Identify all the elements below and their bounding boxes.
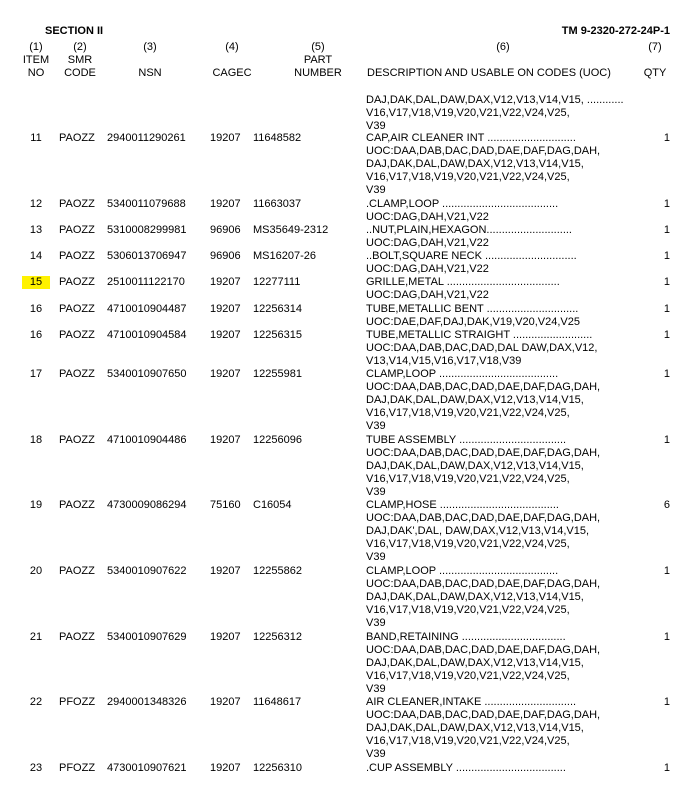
description-line: UOC:DAE,DAF,DAJ,DAK,V19,V20,V24,V25 <box>366 316 580 328</box>
item-number: 16 <box>29 303 43 315</box>
description-line: .CLAMP,LOOP ...................................... <box>366 198 559 210</box>
nsn: 5340010907650 <box>107 368 187 380</box>
cagec: 19207 <box>210 565 241 577</box>
item-description <box>366 198 642 224</box>
item-number: 15 <box>22 276 50 289</box>
nsn: 4730010907621 <box>107 762 187 774</box>
description-line: UOC:DAA,DAB,DAC,DAD,DAE,DAF,DAG,DAH, <box>366 447 601 459</box>
item-number: 11 <box>30 132 42 144</box>
description-line: V39 <box>366 184 386 196</box>
item-description <box>366 631 642 696</box>
description-line: V16,V17,V18,V19,V20,V21,V22,V24,V25, <box>366 604 570 616</box>
description-line: UOC:DAG,DAH,V21,V22 <box>366 289 489 301</box>
part-number: 11663037 <box>253 198 302 210</box>
cagec: 19207 <box>210 329 241 341</box>
cagec: 75160 <box>210 499 241 511</box>
description-line: TUBE ASSEMBLY ................................... <box>366 434 567 446</box>
item-number: 13 <box>29 224 43 236</box>
cagec: 96906 <box>210 250 241 262</box>
quantity: 1 <box>663 762 670 774</box>
item-number: 16 <box>29 329 43 341</box>
item-description <box>366 276 642 302</box>
smr-code: PAOZZ <box>59 499 95 511</box>
item-description <box>366 329 642 368</box>
description-line: UOC:DAA,DAB,DAC,DAD,DAE,DAF,DAG,DAH, <box>366 578 601 590</box>
part-number: 11648582 <box>253 132 302 144</box>
nsn: 5340010907622 <box>107 565 187 577</box>
description-line: DAJ,DAK,DAL,DAW,DAX,V12,V13,V14,V15, ............ <box>366 94 624 106</box>
cagec: 19207 <box>210 303 241 315</box>
col-qty-label: QTY <box>643 67 667 79</box>
smr-code: PAOZZ <box>59 132 95 144</box>
col-nsn-number: (3) <box>143 41 157 53</box>
col-desc-number: (6) <box>496 41 510 53</box>
description-line: TUBE,METALLIC STRAIGHT .......................... <box>366 329 593 341</box>
description-line: AIR CLEANER,INTAKE .............................. <box>366 696 577 708</box>
item-number: 19 <box>29 499 43 511</box>
item-description <box>366 762 642 775</box>
description-line: V13,V14,V15,V16,V17,V18,V39 <box>366 355 522 367</box>
nsn: 5340010907629 <box>107 631 187 643</box>
col-part-label1: PART <box>303 54 333 66</box>
description-line: V39 <box>366 683 386 695</box>
part-number: 12277111 <box>253 276 301 288</box>
nsn: 4710010904486 <box>107 434 187 446</box>
description-line: CAP,AIR CLEANER INT ............................. <box>366 132 576 144</box>
col-item-label2: NO <box>27 67 45 79</box>
description-line: DAJ,DAK,DAL,DAW,DAX,V12,V13,V14,V15, <box>366 158 584 170</box>
description-line: UOC:DAA,DAB,DAC,DAD,DAE,DAF,DAG,DAH, <box>366 145 601 157</box>
quantity: 1 <box>663 696 670 708</box>
quantity: 1 <box>663 198 670 210</box>
cagec: 19207 <box>210 434 241 446</box>
description-line: V39 <box>366 486 386 498</box>
part-number: 12256096 <box>253 434 302 446</box>
description-line: V16,V17,V18,V19,V20,V21,V22,V24,V25, <box>366 407 570 419</box>
quantity: 1 <box>663 329 670 341</box>
quantity: 1 <box>663 224 670 236</box>
smr-code: PAOZZ <box>59 329 95 341</box>
nsn: 4710010904584 <box>107 329 187 341</box>
col-qty-number: (7) <box>648 41 662 53</box>
item-description <box>366 132 642 197</box>
part-number: MS16207-26 <box>253 250 316 262</box>
cagec: 19207 <box>210 631 241 643</box>
description-line: UOC:DAG,DAH,V21,V22 <box>366 237 489 249</box>
part-number: MS35649-2312 <box>253 224 329 236</box>
description-line: V16,V17,V18,V19,V20,V21,V22,V24,V25, <box>366 171 570 183</box>
nsn: 2940001348326 <box>107 696 187 708</box>
cagec: 19207 <box>210 762 241 774</box>
item-description <box>366 565 642 630</box>
description-line: UOC:DAA,DAB,DAC,DAD,DAE,DAF,DAG,DAH, <box>366 709 601 721</box>
col-item-number: (1) <box>29 41 43 53</box>
quantity: 6 <box>663 499 670 511</box>
cagec: 19207 <box>210 276 241 288</box>
smr-code: PAOZZ <box>59 434 95 446</box>
part-number: 12256315 <box>253 329 302 341</box>
smr-code: PAOZZ <box>59 198 95 210</box>
quantity: 1 <box>663 368 670 380</box>
item-description <box>366 250 642 276</box>
nsn: 4730009086294 <box>107 499 187 511</box>
description-line: UOC:DAG,DAH,V21,V22 <box>366 211 489 223</box>
smr-code: PAOZZ <box>59 303 95 315</box>
description-line: ..NUT,PLAIN,HEXAGON............................ <box>366 224 572 236</box>
description-line: CLAMP,LOOP ....................................... <box>366 368 559 380</box>
smr-code: PAOZZ <box>59 565 95 577</box>
nsn: 5306013706947 <box>107 250 187 262</box>
nsn: 2510011122170 <box>107 276 185 288</box>
description-line: V16,V17,V18,V19,V20,V21,V22,V24,V25, <box>366 538 570 550</box>
description-line: V16,V17,V18,V19,V20,V21,V22,V24,V25, <box>366 670 570 682</box>
nsn: 4710010904487 <box>107 303 187 315</box>
description-line: TUBE,METALLIC BENT .............................. <box>366 303 579 315</box>
description-line: DAJ,DAK,DAL,DAW,DAX,V12,V13,V14,V15, <box>366 722 584 734</box>
smr-code: PAOZZ <box>59 631 95 643</box>
nsn: 5340011079688 <box>107 198 186 210</box>
smr-code: PFOZZ <box>59 696 96 708</box>
item-number: 22 <box>29 696 43 708</box>
col-desc-label: DESCRIPTION AND USABLE ON CODES (UOC) <box>367 67 611 79</box>
item-description <box>366 696 642 761</box>
smr-code: PFOZZ <box>59 762 96 774</box>
tm-number: TM 9-2320-272-24P-1 <box>561 25 670 37</box>
item-description <box>366 224 642 250</box>
quantity: 1 <box>663 631 670 643</box>
description-line: .CUP ASSEMBLY .................................... <box>366 762 566 774</box>
description-line: CLAMP,LOOP ....................................... <box>366 565 559 577</box>
col-part-label2: NUMBER <box>294 67 342 79</box>
quantity: 1 <box>663 565 670 577</box>
col-cagec-number: (4) <box>225 41 239 53</box>
cagec: 19207 <box>210 368 241 380</box>
item-description <box>366 434 642 499</box>
description-line: V39 <box>366 617 386 629</box>
item-number: 18 <box>29 434 43 446</box>
col-smr-label2: CODE <box>64 67 96 79</box>
col-part-number: (5) <box>311 41 325 53</box>
description-line: DAJ,DAK,DAL,DAW,DAX,V12,V13,V14,V15, <box>366 591 584 603</box>
part-number: 12255981 <box>253 368 302 380</box>
description-line: ..BOLT,SQUARE NECK .............................. <box>366 250 577 262</box>
col-item-label1: ITEM <box>22 54 50 66</box>
description-line: GRILLE,METAL ..................................... <box>366 276 560 288</box>
continued-description <box>366 94 642 133</box>
part-number: 12256310 <box>253 762 302 774</box>
quantity: 1 <box>663 303 670 315</box>
section-title: SECTION II <box>45 25 104 37</box>
cagec: 96906 <box>210 224 241 236</box>
part-number: 12256312 <box>253 631 302 643</box>
part-number: 12256314 <box>253 303 302 315</box>
smr-code: PAOZZ <box>59 368 95 380</box>
description-line: V16,V17,V18,V19,V20,V21,V22,V24,V25, <box>366 735 570 747</box>
description-line: DAJ,DAK',DAL, DAW,DAX,V12,V13,V14,V15, <box>366 525 590 537</box>
description-line: V39 <box>366 748 386 760</box>
description-line: UOC:DAA,DAB,DAC,DAD,DAE,DAF,DAG,DAH, <box>366 512 601 524</box>
cagec: 19207 <box>210 696 241 708</box>
quantity: 1 <box>663 250 670 262</box>
col-cagec-label: CAGEC <box>212 67 252 79</box>
item-number: 23 <box>29 762 43 774</box>
description-line: UOC:DAA,DAB,DAC,DAD,DAE,DAF,DAG,DAH, <box>366 644 601 656</box>
description-line: V39 <box>366 551 386 563</box>
col-nsn-label: NSN <box>138 67 162 79</box>
cagec: 19207 <box>210 132 241 144</box>
description-line: UOC:DAA,DAB,DAC,DAD,DAL DAW,DAX,V12, <box>366 342 598 354</box>
smr-code: PAOZZ <box>59 276 95 288</box>
item-description <box>366 499 642 564</box>
item-description <box>366 368 642 433</box>
nsn: 5310008299981 <box>107 224 187 236</box>
item-number: 14 <box>29 250 43 262</box>
description-line: DAJ,DAK,DAL,DAW,DAX,V12,V13,V14,V15, <box>366 657 584 669</box>
part-number: C16054 <box>253 499 292 511</box>
part-number: 12255862 <box>253 565 302 577</box>
description-line: DAJ,DAK,DAL,DAW,DAX,V12,V13,V14,V15, <box>366 394 584 406</box>
item-number: 21 <box>29 631 43 643</box>
smr-code: PAOZZ <box>59 224 95 236</box>
description-line: V39 <box>366 420 386 432</box>
quantity: 1 <box>663 132 670 144</box>
item-number: 12 <box>29 198 43 210</box>
cagec: 19207 <box>210 198 241 210</box>
description-line: CLAMP,HOSE ....................................... <box>366 499 559 511</box>
col-smr-number: (2) <box>73 41 87 53</box>
description-line: UOC:DAA,DAB,DAC,DAD,DAE,DAF,DAG,DAH, <box>366 381 601 393</box>
item-number: 17 <box>29 368 43 380</box>
col-smr-label1: SMR <box>67 54 93 66</box>
item-number: 20 <box>29 565 43 577</box>
part-number: 11648617 <box>253 696 302 708</box>
description-line: V16,V17,V18,V19,V20,V21,V22,V24,V25, <box>366 473 570 485</box>
item-description <box>366 303 642 329</box>
description-line: UOC:DAG,DAH,V21,V22 <box>366 263 489 275</box>
description-line: BAND,RETAINING .................................. <box>366 631 566 643</box>
quantity: 1 <box>663 276 670 288</box>
smr-code: PAOZZ <box>59 250 95 262</box>
nsn: 2940011290261 <box>107 132 186 144</box>
description-line: V39 <box>366 120 386 132</box>
quantity: 1 <box>663 434 670 446</box>
description-line: V16,V17,V18,V19,V20,V21,V22,V24,V25, <box>366 107 570 119</box>
description-line: DAJ,DAK,DAL,DAW,DAX,V12,V13,V14,V15, <box>366 460 584 472</box>
